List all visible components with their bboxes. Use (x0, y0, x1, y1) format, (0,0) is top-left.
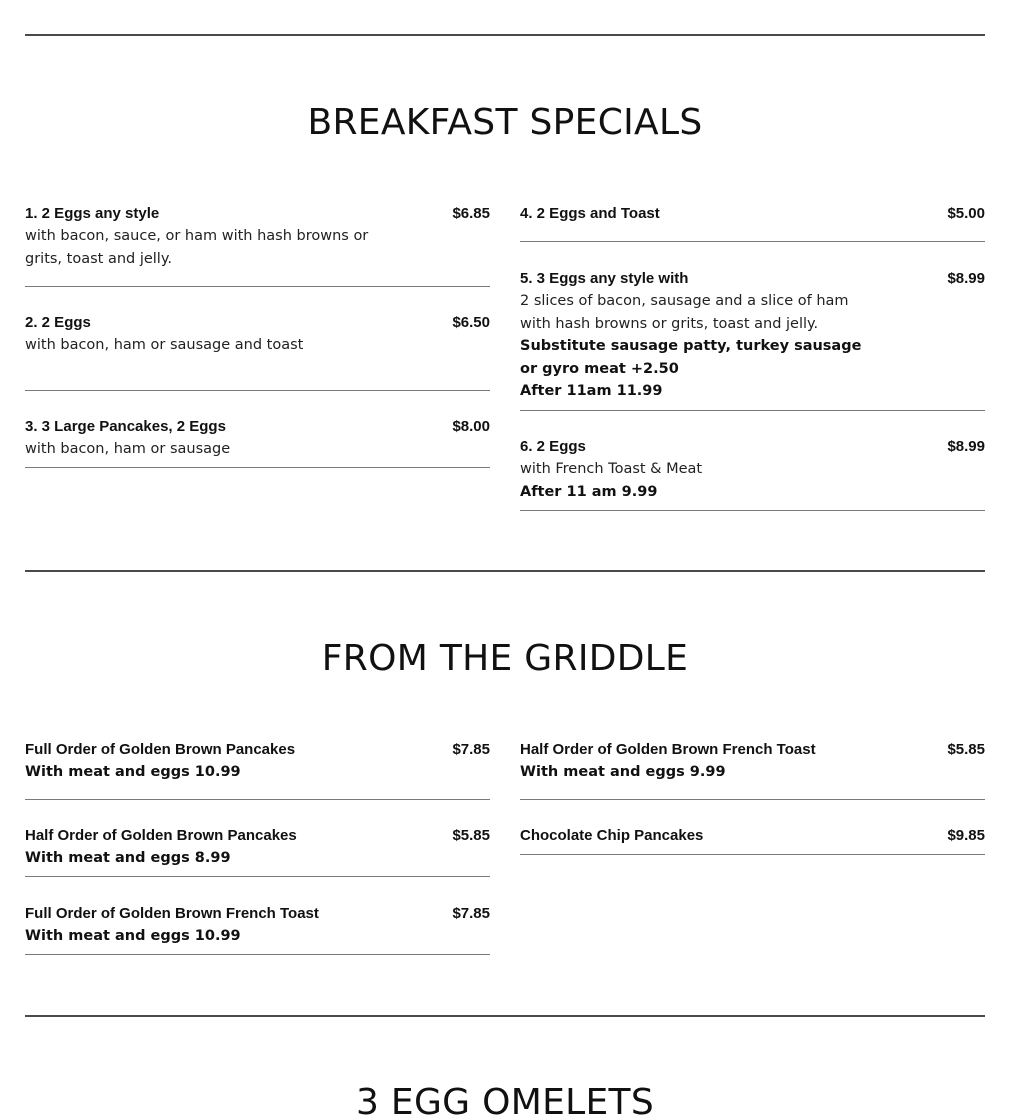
menu-item (25, 740, 490, 800)
menu-item-price: $5.85 (947, 741, 985, 758)
menu-item-divider (520, 854, 985, 855)
menu-item-note: Substitute sausage patty, turkey sausage or gyro meat +2.50 (520, 338, 862, 377)
menu-item (520, 740, 985, 800)
menu-item-name: Half Order of Golden Brown French Toast (520, 741, 816, 758)
menu-item-divider (520, 241, 985, 242)
menu-item (25, 417, 490, 468)
breakfast-specials-right-column (520, 204, 985, 511)
menu-item (25, 904, 490, 955)
breakfast-specials-left-column (25, 204, 490, 468)
menu-item-divider (25, 286, 490, 287)
menu-item-price: $6.50 (452, 314, 490, 331)
menu-item-divider (520, 410, 985, 411)
menu-item-name: 5. 3 Eggs any style with (520, 270, 689, 287)
section-divider (25, 1015, 985, 1017)
menu-item-divider (25, 467, 490, 468)
menu-item-name: 6. 2 Eggs (520, 438, 586, 455)
menu-item-divider (25, 390, 490, 391)
menu-item (520, 826, 985, 855)
menu-item (520, 269, 985, 411)
menu-item-note: With meat and eggs 10.99 (25, 928, 241, 944)
menu-item-description: with French Toast & Meat (520, 461, 703, 477)
menu-item-name: Chocolate Chip Pancakes (520, 827, 704, 844)
menu-item-note: With meat and eggs 9.99 (520, 764, 726, 780)
menu-item-divider (520, 799, 985, 800)
menu-item-note: With meat and eggs 8.99 (25, 850, 231, 866)
menu-item-description: 2 slices of bacon, sausage and a slice of ham with hash browns or grits, toast and jelly. (520, 293, 849, 332)
menu-item-name: 3. 3 Large Pancakes, 2 Eggs (25, 418, 226, 435)
menu-item (520, 437, 985, 511)
menu-item-description: with bacon, ham or sausage and toast (25, 337, 304, 353)
menu-item-price: $5.00 (947, 205, 985, 222)
menu-item-price: $6.85 (452, 205, 490, 222)
menu-item (25, 826, 490, 877)
menu-item-name: Full Order of Golden Brown Pancakes (25, 741, 296, 758)
menu-item (25, 313, 490, 391)
menu-item (520, 204, 985, 242)
menu-item-divider (520, 510, 985, 511)
menu-item-divider (25, 799, 490, 800)
menu-item-divider (25, 876, 490, 877)
menu-item-description: with bacon, sauce, or ham with hash browns or grits, toast and jelly. (25, 228, 369, 267)
menu-item-price: $7.85 (452, 905, 490, 922)
menu-item-price: $7.85 (452, 741, 490, 758)
griddle-left-column (25, 740, 490, 955)
section-title-from-the-griddle: FROM THE GRIDDLE (321, 638, 689, 679)
menu-item-note: After 11 am 9.99 (520, 484, 658, 500)
menu-item-name: 2. 2 Eggs (25, 314, 91, 331)
menu-item-note: With meat and eggs 10.99 (25, 764, 241, 780)
menu-item-divider (25, 954, 490, 955)
menu-item-name: 4. 2 Eggs and Toast (520, 205, 660, 222)
menu-item-name: Full Order of Golden Brown French Toast (25, 905, 319, 922)
menu-item-name: Half Order of Golden Brown Pancakes (25, 827, 297, 844)
section-title-3-egg-omelets: 3 EGG OMELETS (355, 1082, 655, 1119)
griddle-right-column (520, 740, 985, 855)
menu-item-price: $5.85 (452, 827, 490, 844)
section-divider (25, 570, 985, 572)
menu-item (25, 204, 490, 287)
menu-item-price: $8.00 (452, 418, 490, 435)
menu-item-description: with bacon, ham or sausage (25, 441, 231, 457)
section-title-breakfast-specials: BREAKFAST SPECIALS (307, 102, 703, 143)
menu-item-note: After 11am 11.99 (520, 383, 663, 399)
section-divider (25, 34, 985, 36)
menu-item-price: $9.85 (947, 827, 985, 844)
menu-item-price: $8.99 (947, 438, 985, 455)
menu-item-price: $8.99 (947, 270, 985, 287)
menu-item-name: 1. 2 Eggs any style (25, 205, 160, 222)
